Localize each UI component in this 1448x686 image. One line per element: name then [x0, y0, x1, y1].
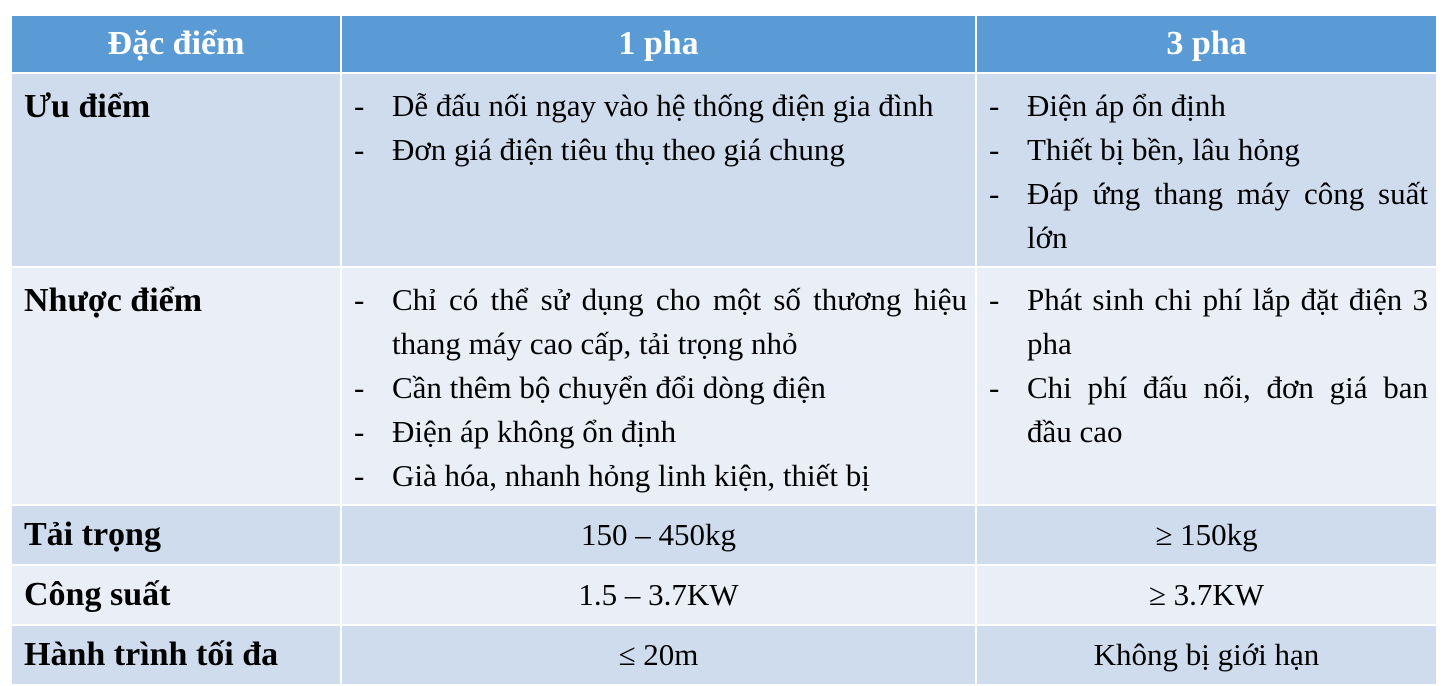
feature-power: Công suất [11, 565, 341, 625]
list-item: - Già hóa, nhanh hỏng linh kiện, thiết bị [342, 454, 967, 498]
list-item: - Điện áp ổn định [977, 84, 1428, 128]
list-item: - Cần thêm bộ chuyển đổi dòng điện [342, 366, 967, 410]
list-item: - Dễ đấu nối ngay vào hệ thống điện gia đình [342, 84, 967, 128]
header-three-phase: 3 pha [976, 15, 1437, 73]
header-one-phase: 1 pha [341, 15, 976, 73]
header-feature: Đặc điểm [11, 15, 341, 73]
row-load [11, 505, 1437, 565]
advantages-one-phase [341, 73, 976, 267]
load-one-phase: 150 – 450kg [341, 505, 976, 565]
row-disadvantages [11, 267, 1437, 505]
list-item: - Chỉ có thể sử dụng cho một số thương hiệu thang máy cao cấp, tải trọng nhỏ [342, 278, 967, 366]
max-travel-one-phase: ≤ 20m [341, 625, 976, 685]
power-one-phase: 1.5 – 3.7KW [341, 565, 976, 625]
list-item: - Chi phí đấu nối, đơn giá ban đầu cao [977, 366, 1428, 454]
list-item: - Đáp ứng thang máy công suất lớn [977, 172, 1428, 260]
power-three-phase: ≥ 3.7KW [976, 565, 1437, 625]
advantages-three-phase [976, 73, 1437, 267]
list-item: - Đơn giá điện tiêu thụ theo giá chung [342, 128, 967, 172]
comparison-table [10, 14, 1438, 686]
disadvantages-three-phase [976, 267, 1437, 505]
feature-disadvantages: Nhược điểm [11, 267, 341, 505]
list-item: - Phát sinh chi phí lắp đặt điện 3 pha [977, 278, 1428, 366]
disadvantages-one-phase [341, 267, 976, 505]
row-power [11, 565, 1437, 625]
feature-max-travel: Hành trình tối đa [11, 625, 341, 685]
feature-load: Tải trọng [11, 505, 341, 565]
max-travel-three-phase: Không bị giới hạn [976, 625, 1437, 685]
header-row [11, 15, 1437, 73]
list-item: - Thiết bị bền, lâu hỏng [977, 128, 1428, 172]
row-advantages [11, 73, 1437, 267]
load-three-phase: ≥ 150kg [976, 505, 1437, 565]
list-item: - Điện áp không ổn định [342, 410, 967, 454]
feature-advantages: Ưu điểm [11, 73, 341, 267]
row-max-travel [11, 625, 1437, 685]
